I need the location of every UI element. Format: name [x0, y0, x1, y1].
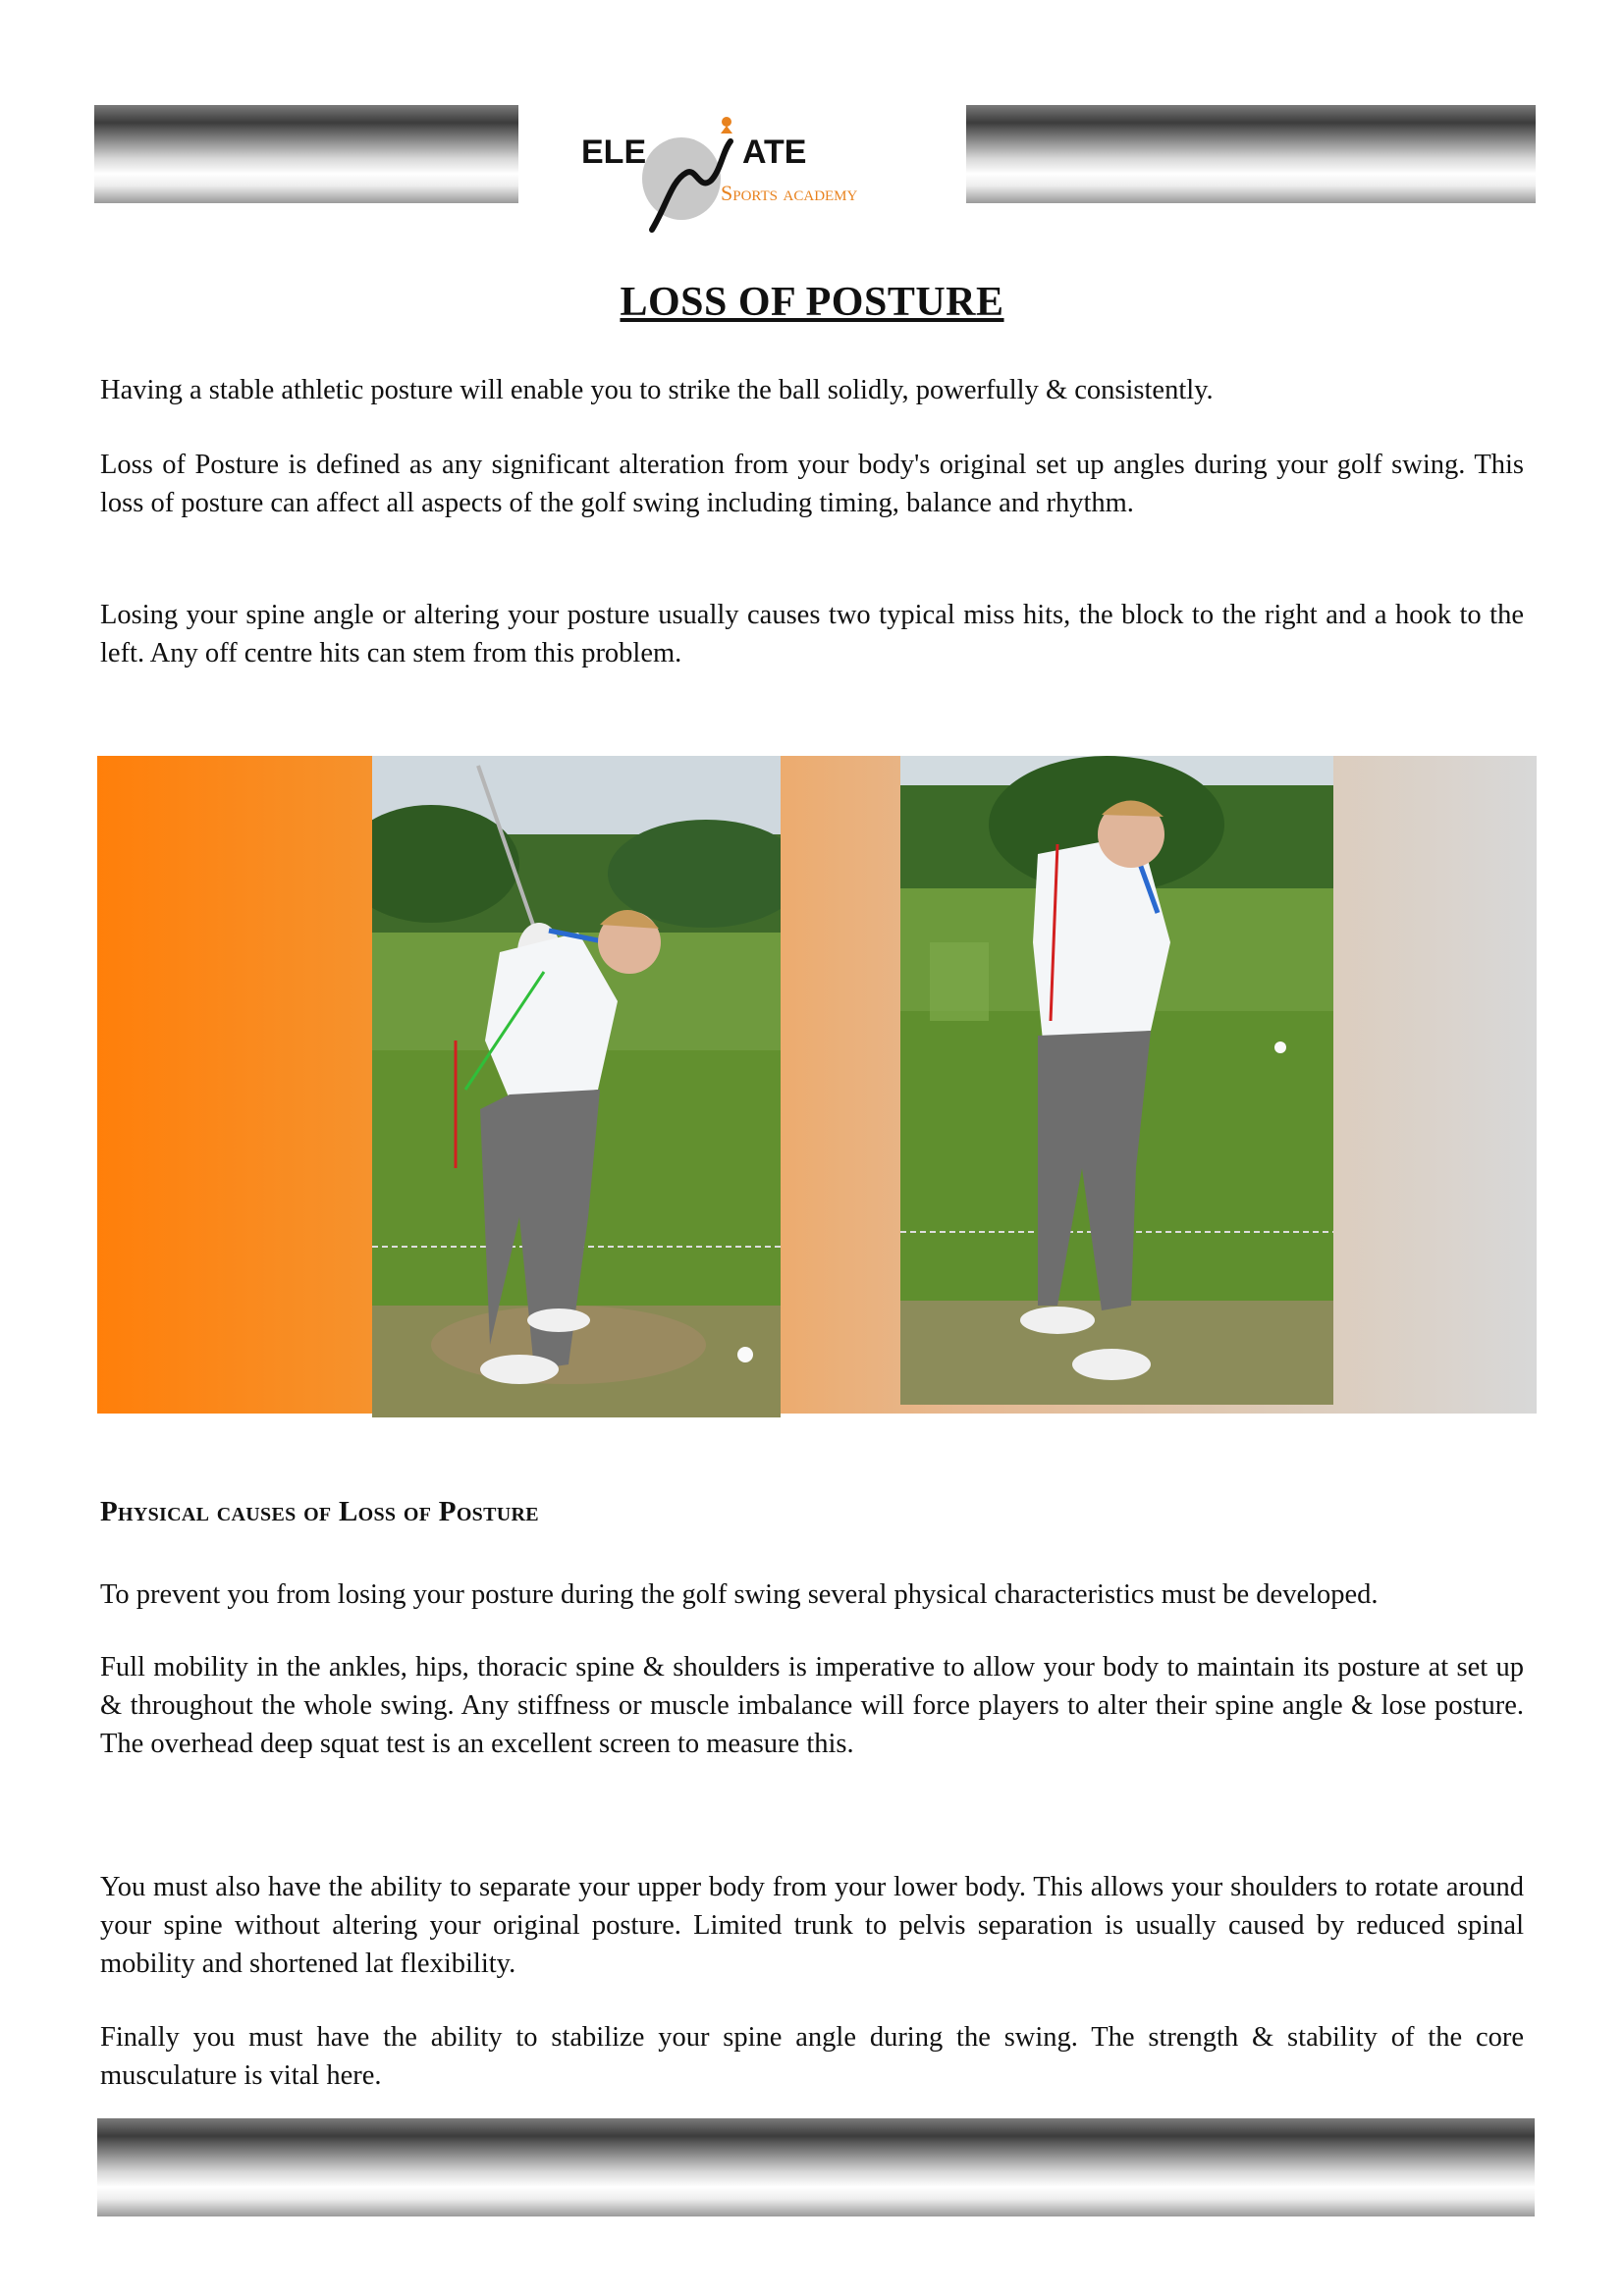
section-heading: Physical causes of Loss of Posture — [100, 1496, 539, 1527]
intro-paragraph-1: Having a stable athletic posture will enable you to strike the ball solidly, powerfully & consistently. — [100, 375, 1214, 405]
header-bar-right — [966, 105, 1536, 203]
logo-subtitle: Sports academy — [721, 181, 858, 205]
header-bar-left — [94, 105, 518, 203]
elevate-logo — [573, 112, 917, 240]
body-paragraph-4: Finally you must have the ability to stabilize your spine angle during the swing. The strength & stability of the core musculature is vital here. — [100, 2022, 1524, 2091]
body-paragraph-1: To prevent you from losing your posture during the golf swing several physical characteristics must be developed. — [100, 1579, 1379, 1610]
page-title: LOSS OF POSTURE — [620, 280, 1004, 325]
body-paragraph-2: Full mobility in the ankles, hips, thoracic spine & shoulders is imperative to allow your body to maintain its posture at set up & throughout the whole swing. Any stiffness or muscle imbalance will force players to alter their spine angle & lose posture. The overhead deep squat test is an excellent screen to measure this. — [100, 1652, 1524, 1759]
intro-paragraph-3: Losing your spine angle or altering your posture usually causes two typical miss hits, the block to the right and a hook to the left. Any off centre hits can stem from this problem. — [100, 600, 1524, 668]
golfer-backswing-photo-right — [900, 756, 1333, 1405]
intro-paragraph-2: Loss of Posture is defined as any significant alteration from your body's original set up angles during your golf swing. This loss of posture can affect all aspects of the golf swing including timing, balance and rhythm. — [100, 450, 1524, 518]
golfer-backswing-photo-left — [372, 756, 781, 1417]
logo-text-part1: ELE — [581, 133, 647, 171]
footer-bar — [97, 2118, 1535, 2216]
logo-text-part2: ATE — [742, 133, 807, 171]
body-paragraph-3: You must also have the ability to separate your upper body from your lower body. This allows your shoulders to rotate around your spine without altering your original posture. Limited trunk to pelvis separation is usually caused by reduced spinal mobility and shortened lat flexibility. — [100, 1872, 1524, 1979]
